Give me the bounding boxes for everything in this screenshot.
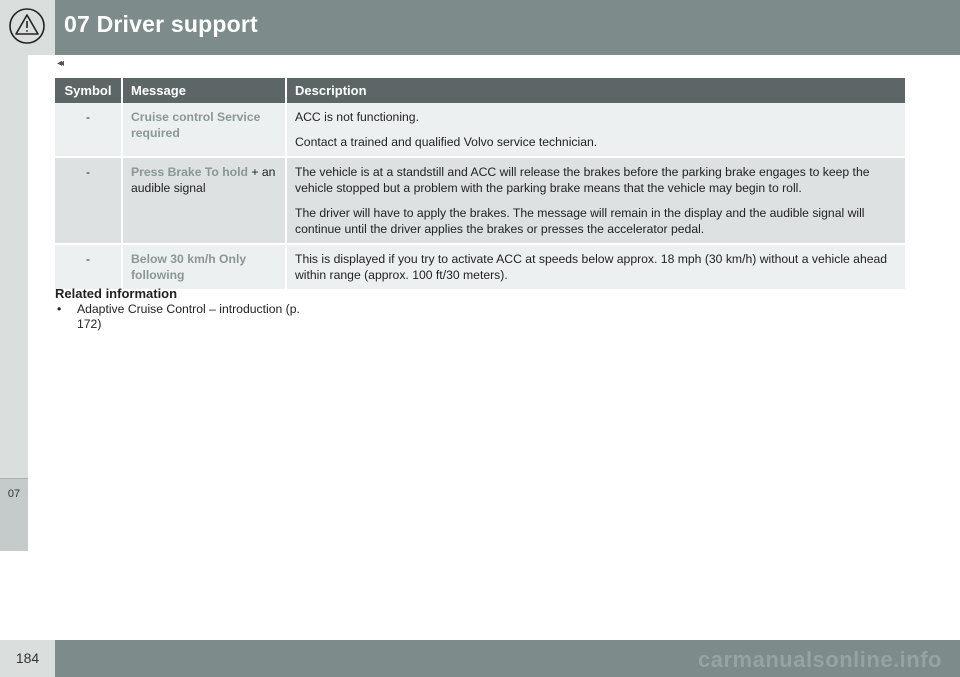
description-cell	[287, 103, 905, 158]
column-header-description: Description	[287, 78, 905, 103]
watermark: carmanualsonline.info	[698, 647, 942, 672]
chapter-number: 07	[7, 488, 21, 500]
table-row	[55, 103, 905, 158]
page-number: 184	[15, 650, 40, 666]
page-title: 07 Driver support	[64, 11, 258, 37]
description-text: The driver will have to apply the brakes. The message will remain in the display and the audible signal will continue until the driver applies the brakes or presses the accelerator pedal.	[295, 206, 865, 236]
message-name: Below 30 km/h Only following	[131, 252, 247, 282]
warning-triangle-icon	[8, 7, 46, 45]
message-name: Press Brake To hold	[131, 165, 248, 179]
table-row	[55, 158, 905, 245]
message-table	[55, 78, 905, 291]
chapter-strip	[0, 55, 28, 550]
bullet-icon: •	[57, 302, 62, 316]
related-information-heading: Related information	[55, 286, 178, 301]
description-text: Contact a trained and qualified Volvo service technician.	[295, 135, 598, 149]
message-cell	[123, 158, 287, 245]
description-cell	[287, 158, 905, 245]
column-header-symbol: Symbol	[55, 78, 123, 103]
continuation-mark: ◂◂	[57, 58, 62, 69]
message-cell	[123, 103, 287, 158]
description-text: The vehicle is at a standstill and ACC will release the brakes before the parking brake engages to keep the vehicle stopped but a problem with the parking brake means that the vehicle may begin to roll.	[295, 165, 870, 195]
header-icon-box	[0, 0, 55, 55]
table-header-row	[55, 78, 905, 103]
table-row	[55, 245, 905, 291]
description-text: ACC is not functioning.	[295, 110, 419, 124]
description-cell	[287, 245, 905, 291]
message-suffix: + an audible signal	[131, 165, 276, 195]
description-text: This is displayed if you try to activate ACC at speeds below approx. 18 mph (30 km/h) without a vehicle ahead within range (approx. 100 ft/30 meters).	[295, 252, 888, 282]
message-name: Cruise control Service required	[131, 110, 261, 140]
symbol-cell: -	[55, 245, 123, 291]
symbol-cell: -	[55, 103, 123, 158]
list-item[interactable]	[55, 302, 315, 332]
column-header-message: Message	[123, 78, 287, 103]
symbol-cell: -	[55, 158, 123, 245]
message-cell	[123, 245, 287, 291]
related-information-list	[55, 302, 315, 332]
related-link[interactable]: Adaptive Cruise Control – introduction (p. 172)	[77, 302, 300, 331]
